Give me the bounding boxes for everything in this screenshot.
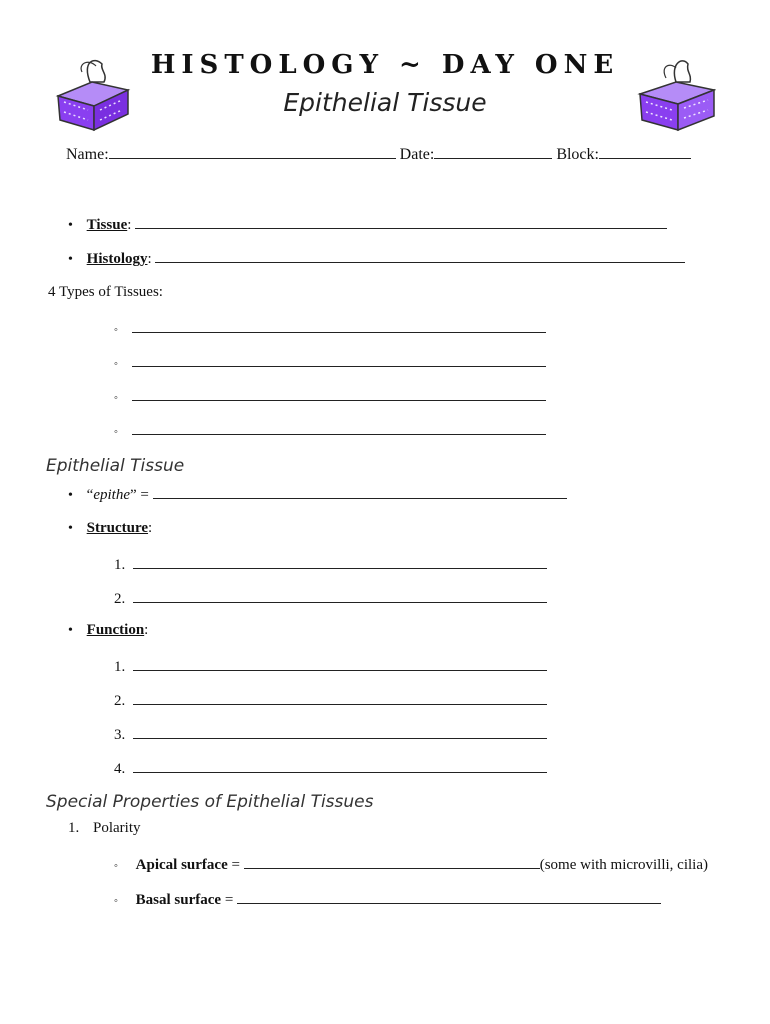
polarity-item: 1. Polarity (68, 820, 141, 836)
epithe-item: • “epithe” = (68, 484, 567, 504)
structure-row: 2. (114, 588, 547, 608)
type-answer-field[interactable] (132, 420, 546, 435)
tissue-term: Tissue (86, 217, 128, 233)
function-answer-field[interactable] (133, 656, 547, 671)
function-row: 4. (114, 758, 547, 778)
function-answer-field[interactable] (133, 758, 547, 773)
type-item (114, 386, 546, 406)
type-answer-field[interactable] (132, 386, 546, 401)
function-label: Function (86, 622, 145, 638)
function-row: 3. (114, 724, 547, 744)
basal-label: Basal surface (135, 892, 222, 908)
types-label: 4 Types of Tissues: (48, 284, 163, 300)
polarity-label: Polarity (93, 820, 141, 836)
definition-histology: • Histology: (68, 248, 685, 268)
type-item (114, 352, 546, 372)
bullet-icon: • (68, 623, 73, 638)
bullet-icon: • (68, 521, 73, 536)
type-answer-field[interactable] (132, 352, 546, 367)
hollow-bullet-icon: ◦ (114, 358, 118, 370)
hollow-bullet-icon: ◦ (114, 426, 118, 438)
name-field[interactable] (109, 144, 396, 159)
name-label: Name: (66, 146, 109, 163)
structure-item: • Structure: (68, 520, 153, 536)
epithelial-heading: Epithelial Tissue (46, 456, 185, 476)
type-item (114, 420, 546, 440)
epithe-word: epithe (93, 487, 130, 503)
bullet-icon: • (68, 252, 73, 267)
tissue-answer-field[interactable] (135, 214, 667, 229)
hollow-bullet-icon: ◦ (114, 392, 118, 404)
hollow-bullet-icon: ◦ (114, 860, 118, 872)
function-row: 2. (114, 690, 547, 710)
block-field[interactable] (599, 144, 691, 159)
structure-label: Structure (86, 520, 149, 536)
date-label: Date: (399, 146, 435, 163)
apical-note: (some with microvilli, cilia) (539, 857, 708, 873)
function-answer-field[interactable] (133, 724, 547, 739)
apical-item: ◦ Apical surface = (some with microvilli, cilia) (114, 854, 708, 874)
structure-answer-field[interactable] (133, 554, 547, 569)
info-row (66, 144, 691, 164)
bullet-icon: • (68, 488, 73, 503)
structure-answer-field[interactable] (133, 588, 547, 603)
special-heading: Special Properties of Epithelial Tissues (46, 792, 374, 812)
page-subtitle: Epithelial Tissue (283, 88, 487, 117)
page-title: HISTOLOGY ~ DAY ONE (150, 50, 620, 80)
hollow-bullet-icon: ◦ (114, 895, 118, 907)
apical-label: Apical surface (135, 857, 228, 873)
type-answer-field[interactable] (132, 318, 546, 333)
basal-answer-field[interactable] (237, 889, 661, 904)
function-item: • Function: (68, 622, 149, 638)
epithe-answer-field[interactable] (153, 484, 567, 499)
function-answer-field[interactable] (133, 690, 547, 705)
function-row: 1. (114, 656, 547, 676)
hollow-bullet-icon: ◦ (114, 324, 118, 336)
type-item (114, 318, 546, 338)
histology-answer-field[interactable] (155, 248, 685, 263)
histology-term: Histology (86, 251, 148, 267)
date-field[interactable] (434, 144, 552, 159)
apical-answer-field[interactable] (244, 854, 540, 869)
definition-tissue: • Tissue: (68, 214, 667, 234)
bullet-icon: • (68, 218, 73, 233)
basal-item: ◦ Basal surface = (114, 889, 661, 909)
block-label: Block: (556, 146, 599, 163)
structure-row: 1. (114, 554, 547, 574)
